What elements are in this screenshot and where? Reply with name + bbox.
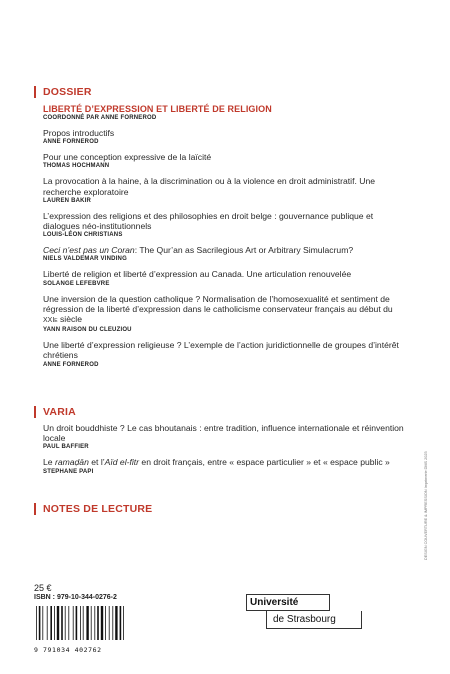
entry-italic-title-2: Aïd el-fitr: [104, 457, 140, 468]
university-logo: [246, 594, 362, 629]
varia-heading: VARIA: [34, 406, 404, 418]
entry-author: LOUIS-LÉON CHRISTIANS: [43, 232, 123, 239]
entry-author: ANNE FORNEROD: [43, 139, 99, 146]
toc-entry: [43, 423, 404, 450]
price-block: [34, 583, 126, 654]
entry-title-rest: en droit français, entre « espace particulier » et « espace public »: [139, 457, 390, 468]
entry-title: La provocation à la haine, à la discrimination ou à la violence en droit administratif. Une recherche exploratoire: [43, 176, 376, 197]
entry-title: Liberté de religion et liberté d’expression au Canada. Une articulation renouvelée: [43, 269, 352, 280]
entry-title: Pour une conception expressive de la laïcité: [43, 152, 212, 163]
toc-entry: [43, 128, 404, 145]
entry-title: Propos introductifs: [43, 128, 115, 138]
entry-title: [43, 245, 404, 255]
entry-author: YANN RAISON DU CLEUZIOU: [43, 327, 132, 334]
entry-title-part: Une inversion de la question catholique ? Normalisation de l’homosexualité et sentiment de régression de la liberté d’expression dans le catholicisme conservateur français au début du: [43, 293, 393, 314]
notes-section: [34, 503, 404, 515]
entry-author: THOMAS HOCHMANN: [43, 163, 110, 170]
entry-title-rest: : The Qur’an as Sacrilegious Art or Arbitrary Simulacrum?: [134, 245, 354, 256]
entry-author: SOLANGE LEFEBVRE: [43, 280, 110, 287]
toc-entry: [43, 152, 404, 169]
entry-title-pre: Le: [43, 457, 55, 468]
side-credit-text: DESIGN COUVERTURE & IMPRESSION Imprimerie DMS 2025: [424, 451, 428, 560]
barcode-number: 9 791034 402762: [34, 646, 102, 654]
entry-author: LAUREN BAKIR: [43, 197, 92, 204]
entry-author: STEPHANE PAPI: [43, 468, 94, 475]
entry-title: [43, 294, 404, 327]
entry-title: Un droit bouddhiste ? Le cas bhoutanais : entre tradition, influence internationale et réinvention locale: [43, 423, 404, 444]
toc-entry: [43, 294, 404, 334]
logo-line-1: Université: [246, 594, 330, 611]
toc-entry: [43, 176, 404, 203]
toc-entry: [43, 269, 404, 286]
logo-line-2: de Strasbourg: [266, 611, 362, 629]
price: 25 €: [34, 583, 52, 593]
toc-entry: [43, 457, 404, 474]
dossier-title: LIBERTÉ D’EXPRESSION ET LIBERTÉ DE RELIGION: [43, 104, 272, 114]
dossier-heading: DOSSIER: [34, 86, 404, 98]
entry-author: NIELS VALDEMAR VINDING: [43, 256, 127, 263]
dossier-section: [34, 86, 404, 368]
toc-entry: [43, 211, 404, 238]
entry-title-end: siècle: [57, 314, 82, 325]
entry-title-mid: et l’: [88, 457, 105, 468]
entry-title: [43, 457, 404, 467]
varia-section: [34, 406, 404, 475]
century-label: XXIe: [43, 317, 58, 325]
entry-author: ANNE FORNEROD: [43, 361, 99, 368]
dossier-coordinator: COORDONNÉ PAR ANNE FORNEROD: [43, 115, 157, 121]
toc-entry: [43, 340, 404, 367]
entry-author: PAUL BAFFIER: [43, 444, 89, 451]
entry-title: L’expression des religions et des philosophies en droit belge : gouvernance publique et dialogues néo-institutionnels: [43, 210, 374, 232]
barcode-icon: [34, 606, 126, 640]
entry-title: Une liberté d’expression religieuse ? L’exemple de l’action juridictionnelle de groupes d’intérêt chrétiens: [43, 340, 399, 361]
entry-italic-title: ramaḍān: [54, 457, 89, 468]
entry-italic-title: Ceci n’est pas un Coran: [43, 245, 135, 256]
notes-heading: NOTES DE LECTURE: [34, 503, 404, 515]
isbn: ISBN : 979-10-344-0276-2: [34, 594, 117, 601]
toc-entry: [43, 245, 404, 262]
